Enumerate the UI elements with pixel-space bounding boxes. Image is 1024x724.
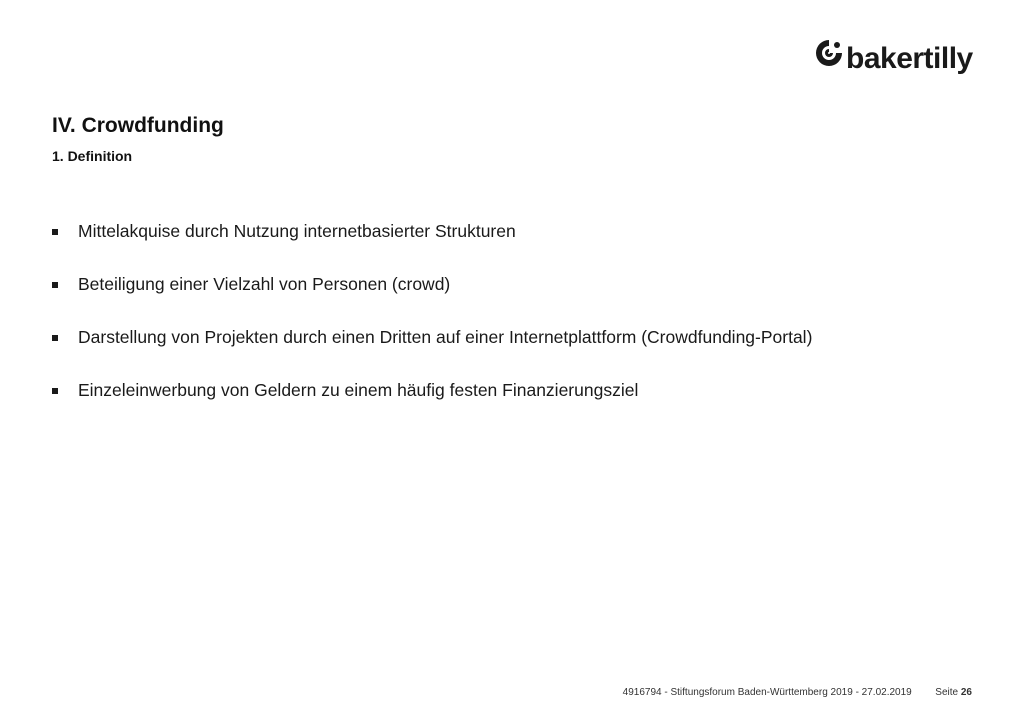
logo-swirl-icon	[814, 38, 844, 68]
square-bullet-icon	[52, 229, 58, 235]
bullet-list	[52, 218, 812, 430]
page-number: 26	[960, 687, 972, 698]
bullet-item	[52, 271, 812, 298]
bullet-item	[52, 218, 812, 245]
section-subtitle: 1. Definition	[52, 148, 133, 164]
square-bullet-icon	[52, 388, 58, 394]
page-title: IV. Crowdfunding	[52, 114, 224, 137]
bullet-item	[52, 324, 812, 351]
bullet-text: Mittelakquise durch Nutzung internetbasierter Strukturen	[78, 221, 516, 241]
bullet-item	[52, 377, 812, 404]
page-label: Seite	[935, 687, 959, 698]
bullet-text: Einzeleinwerbung von Geldern zu einem häufig festen Finanzierungsziel	[78, 380, 639, 400]
footer-info: 4916794 - Stiftungsforum Baden-Württemberg 2019 - 27.02.2019	[622, 687, 912, 698]
bullet-text: Darstellung von Projekten durch einen Dritten auf einer Internetplattform (Crowdfunding-Portal)	[78, 327, 813, 347]
bullet-text: Beteiligung einer Vielzahl von Personen (crowd)	[78, 274, 451, 294]
square-bullet-icon	[52, 282, 58, 288]
slide-footer	[623, 687, 972, 698]
company-logo	[814, 30, 973, 78]
square-bullet-icon	[52, 335, 58, 341]
logo-text: bakertilly	[846, 42, 973, 75]
